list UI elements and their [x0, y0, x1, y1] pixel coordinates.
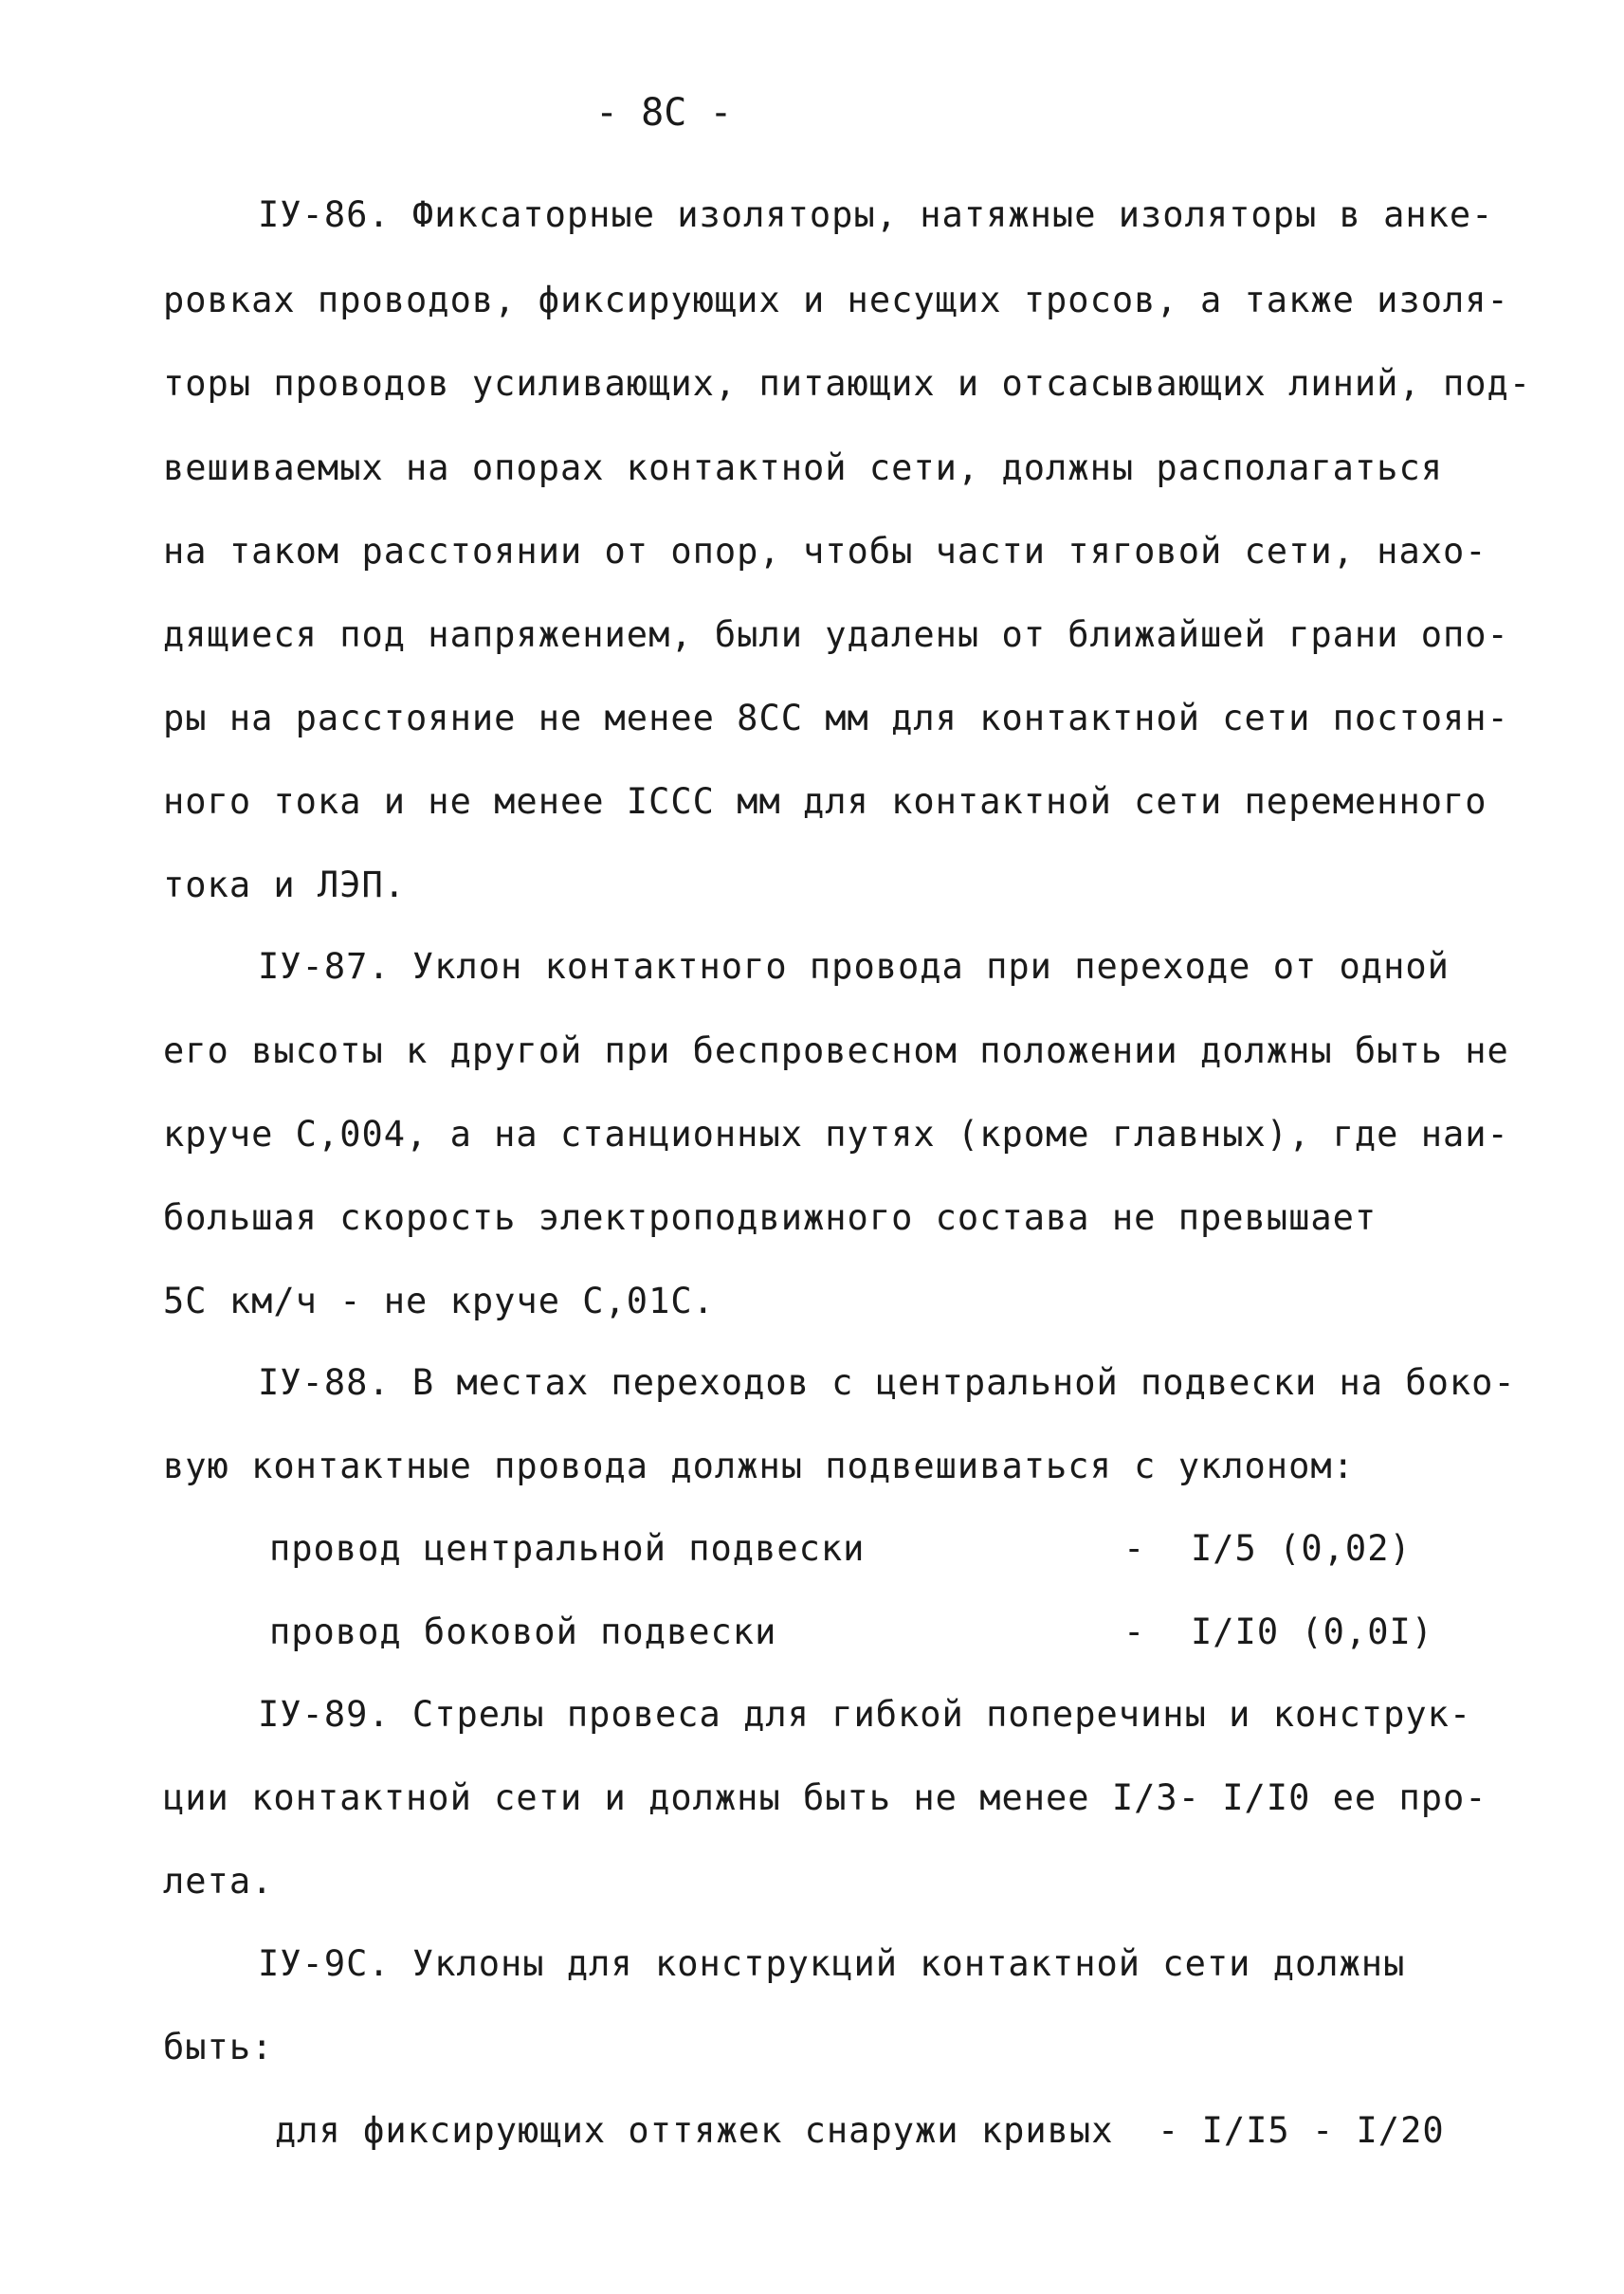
p88-row-1-value: I/5 (0,02) — [1191, 1528, 1412, 1569]
p89-line-3: лета. — [163, 1861, 274, 1902]
p88-row-2-label: провод боковой подвески — [269, 1611, 777, 1652]
p86-line-4: вешиваемых на опорах контактной сети, должны располагаться — [163, 447, 1444, 488]
p86-line-7: ры на расстояние не менее 8СС мм для контактной сети постоян- — [163, 698, 1509, 738]
p88-row-2-value: I/I0 (0,0I) — [1191, 1611, 1434, 1652]
p88-row-2-dash: - — [1123, 1611, 1146, 1652]
p90-last-line: для фиксирующих оттяжек снаружи кривых - I/I5 - I/20 — [275, 2110, 1445, 2151]
p90-line-2: быть: — [163, 2027, 274, 2067]
p86-line-6: дящиеся под напряжением, были удалены от ближайшей грани опо- — [163, 614, 1509, 655]
p87-line-2: его высоты к другой при беспровесном положении должны быть не — [163, 1030, 1509, 1071]
p86-line-5: на таком расстоянии от опор, чтобы части тяговой сети, нахо- — [163, 531, 1487, 572]
p87-line-1: IУ-87. Уклон контактного провода при переходе от одной — [258, 946, 1450, 987]
p87-line-4: большая скорость электроподвижного состава не превышает — [163, 1197, 1378, 1238]
p89-line-2: ции контактной сети и должны быть не менее I/3- I/I0 ее про- — [163, 1777, 1487, 1818]
p86-line-3: торы проводов усиливающих, питающих и отсасывающих линий, под- — [163, 363, 1532, 404]
p86-line-1: IУ-86. Фиксаторные изоляторы, натяжные изоляторы в анке- — [258, 194, 1494, 235]
p87-line-3: круче С,004, а на станционных путях (кроме главных), где наи- — [163, 1114, 1509, 1155]
p89-line-1: IУ-89. Стрелы провеса для гибкой поперечины и конструк- — [258, 1694, 1472, 1735]
p86-line-2: ровках проводов, фиксирующих и несущих тросов, а также изоля- — [163, 280, 1509, 320]
p88-line-2: вую контактные провода должны подвешиваться с уклоном: — [163, 1446, 1355, 1486]
p88-row-1-label: провод центральной подвески — [269, 1528, 866, 1569]
p88-row-1-dash: - — [1123, 1528, 1146, 1569]
p87-line-5: 5С км/ч - не круче С,01С. — [163, 1281, 715, 1321]
p86-line-9: тока и ЛЭП. — [163, 865, 407, 905]
p86-line-8: ного тока и не менее IССС мм для контактной сети переменного — [163, 781, 1487, 822]
p90-line-1: IУ-9С. Уклоны для конструкций контактной сети должны — [258, 1943, 1406, 1984]
p88-line-1: IУ-88. В местах переходов с центральной подвески на боко- — [258, 1362, 1516, 1403]
page-number: - 8C - — [595, 91, 733, 135]
